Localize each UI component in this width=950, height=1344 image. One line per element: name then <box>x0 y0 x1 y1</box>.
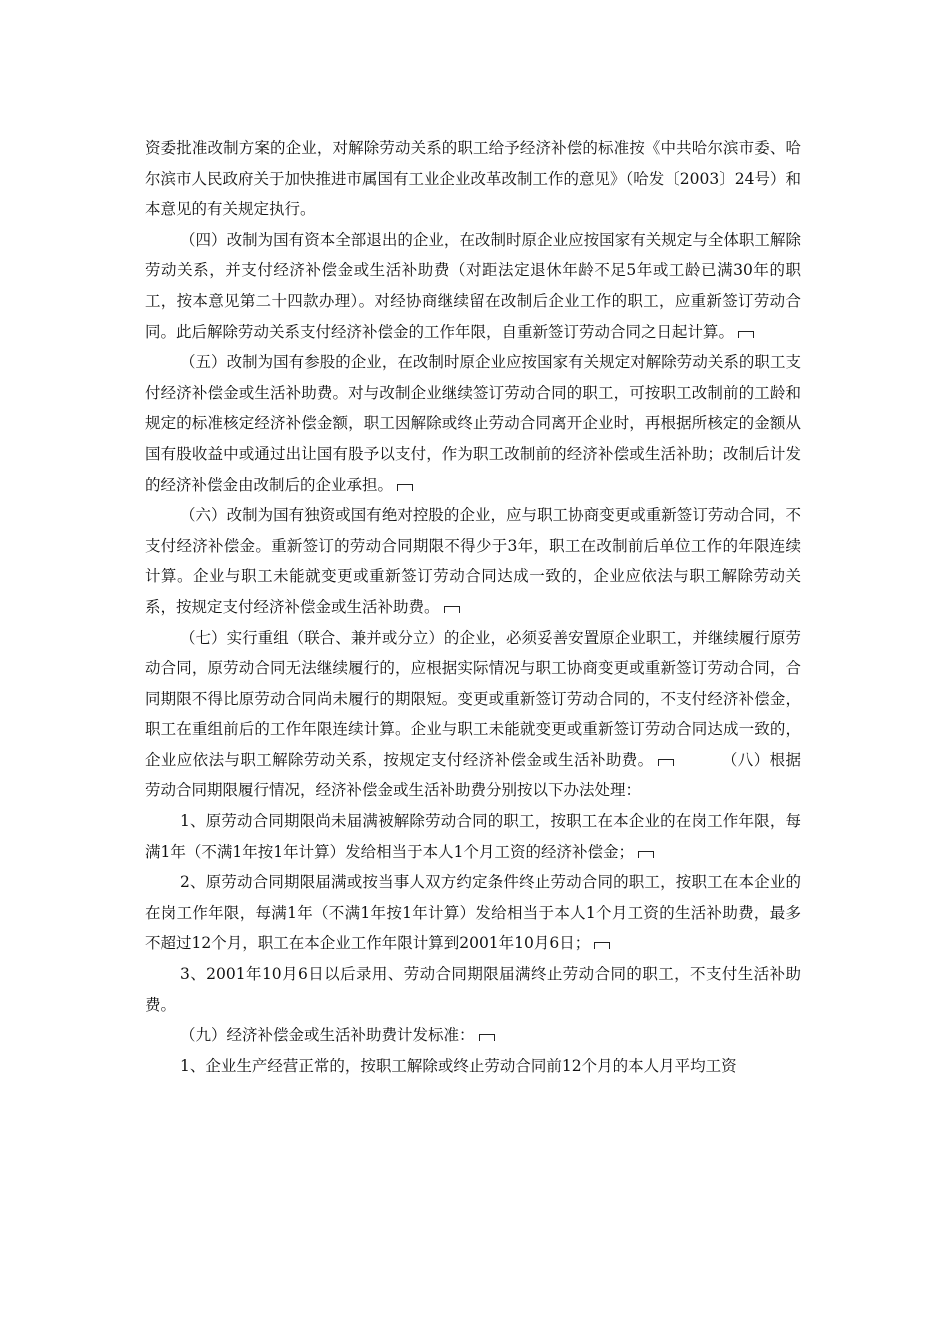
paragraph-5: （五）改制为国有参股的企业，在改制时原企业应按国家有关规定对解除劳动关系的职工支付经济补偿金或生活补助费。对与改制企业继续签订劳动合同的职工，可按职工改制前的工龄和规定的标准核定经济补偿金额，职工因解除或终止劳动合同离开企业时，再根据所核定的金额从国有股收益中或通过出让国有股予以支付，作为职工改制前的经济补偿或生活补助；改制后计发的经济补偿金由改制后的企业承担。 <box>145 353 801 494</box>
paragraph-7-8: （七）实行重组（联合、兼并或分立）的企业，必须妥善安置原企业职工，并继续履行原劳动合同，原劳动合同无法继续履行的，应根据实际情况与职工协商变更或重新签订劳动合同，合同期限不得比原劳动合同尚未履行的期限短。变更或重新签订劳动合同的，不支付经济补偿金，职工在重组前后的工作年限连续计算。企业与职工未能就变更或重新签订劳动合同达成一致的，企业应依法与职工解除劳动关系，按规定支付经济补偿金或生活补助费。 （八）根据劳动合同期限履行情况，经济补偿金或生活补助费分别按以下办法处理： <box>145 628 801 800</box>
paragraph-9: （九）经济补偿金或生活补助费计发标准： <box>145 1020 801 1051</box>
paragraph-mark <box>397 484 413 491</box>
paragraph-mark <box>658 759 674 766</box>
paragraph-item-3: 3、2001年10月6日以后录用、劳动合同期限届满终止劳动合同的职工，不支付生活补助费。 <box>145 965 801 1014</box>
paragraph-mark <box>738 331 754 338</box>
paragraph-mark <box>638 851 654 858</box>
document-page <box>145 133 801 1081</box>
paragraph-mark <box>444 606 460 613</box>
paragraph-mark <box>594 942 610 949</box>
paragraph-4: （四）改制为国有资本全部退出的企业，在改制时原企业应按国家有关规定与全体职工解除劳动关系，并支付经济补偿金或生活补助费（对距法定退休年龄不足5年或工龄已满30年的职工，按本意见第二十四款办理）。对经协商继续留在改制后企业工作的职工，应重新签订劳动合同。此后解除劳动关系支付经济补偿金的工作年限，自重新签订劳动合同之日起计算。 <box>145 230 801 341</box>
paragraph-mark <box>479 1034 495 1041</box>
paragraph-9-item-1: 1、企业生产经营正常的，按职工解除或终止劳动合同前12个月的本人月平均工资 <box>180 1056 737 1075</box>
paragraph-1: 资委批准改制方案的企业，对解除劳动关系的职工给予经济补偿的标准按《中共哈尔滨市委、哈尔滨市人民政府关于加快推进市属国有工业企业改革改制工作的意见》（哈发〔2003〕24号）和本意见的有关规定执行。 <box>145 139 801 219</box>
paragraph-6: （六）改制为国有独资或国有绝对控股的企业，应与职工协商变更或重新签订劳动合同，不支付经济补偿金。重新签订的劳动合同期限不得少于3年，职工在改制前后单位工作的年限连续计算。企业与职工未能就变更或重新签订劳动合同达成一致的，企业应依法与职工解除劳动关系，按规定支付经济补偿金或生活补助费。 <box>145 506 801 616</box>
paragraph-item-2: 2、原劳动合同期限届满或按当事人双方约定条件终止劳动合同的职工，按职工在本企业的在岗工作年限，每满1年（不满1年按1年计算）发给相当于本人1个月工资的生活补助费，最多不超过12个月，职工在本企业工作年限计算到2001年10月6日； <box>145 873 801 953</box>
paragraph-item-1: 1、原劳动合同期限尚未届满被解除劳动合同的职工，按职工在本企业的在岗工作年限，每满1年（不满1年按1年计算）发给相当于本人1个月工资的经济补偿金； <box>145 812 801 861</box>
